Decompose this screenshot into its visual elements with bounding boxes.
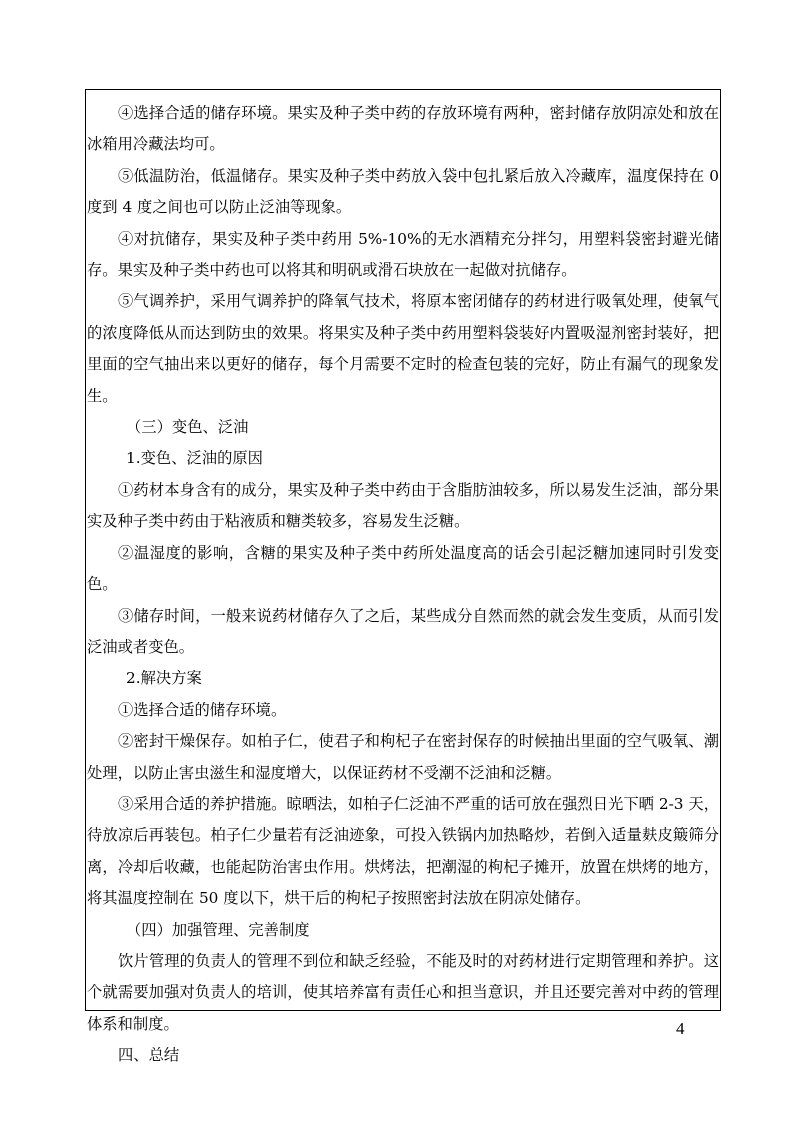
section-heading-management: （四）加强管理、完善制度	[126, 920, 310, 939]
page-number: 4	[676, 1019, 685, 1038]
subheading-solutions: 2.解决方案	[126, 669, 202, 688]
paragraph-controlled-atmosphere: ⑤气调养护，采用气调养护的降氧气技术，将原本密闭储存的药材进行吸氧处理，使氧气的浓度降低从而达到防虫的效果。将果实及种子类中药用塑料袋装好内置吸湿剂密封装好，把里面的空气抽出来以更好的储存，每个月需要不定时的检查包装的完好，防止有漏气的现象发生。	[87, 292, 719, 405]
paragraph-cause-time: ③储存时间，一般来说药材储存久了之后，某些成分自然而然的就会发生变质，从而引发泛油或者变色。	[87, 606, 719, 656]
paragraph-solution-sealed: ②密封干燥保存。如柏子仁，使君子和枸杞子在密封保存的时候抽出里面的空气吸氧、潮处理，以防止害虫滋生和湿度增大，以保证药材不受潮不泛油和泛糖。	[87, 732, 719, 782]
paragraph-low-temperature: ⑤低温防治，低温储存。果实及种子类中药放入袋中包扎紧后放入冷藏库，温度保持在 0 度到 4 度之间也可以防止泛油等现象。	[87, 166, 719, 217]
paragraph-solution-curing: ③采用合适的养护措施。晾晒法，如柏子仁泛油不严重的话可放在强烈日光下晒 2-3 天，待放凉后再装包。柏子仁少量若有泛油迹象，可投入铁锅内加热略炒，若倒入适量麸皮簸筛分离，冷却后收藏，也能起防治害虫作用。烘烤法，把潮湿的枸杞子摊开，放置在烘烤的地方，将其温度控制在 50 度以下，烘干后的枸杞子按照密封法放在阴凉处储存。	[87, 794, 719, 908]
paragraph-cause-components: ①药材本身含有的成分，果实及种子类中药由于含脂肪油较多，所以易发生泛油，部分果实及种子类中药由于粘液质和糖类较多，容易发生泛糖。	[87, 480, 719, 531]
paragraph-management: 饮片管理的负责人的管理不到位和缺乏经验，不能及时的对药材进行定期管理和养护。这个就需要加强对负责人的培训，使其培养富有责任心和担当意识，并且还要完善对中药的管理体系和制度。	[87, 951, 719, 1033]
paragraph-solution-environment: ①选择合适的储存环境。	[118, 700, 287, 719]
paragraph-storage-environment: ④选择合适的储存环境。果实及种子类中药的存放环境有两种，密封储存放阴凉处和放在冰箱用冷藏法均可。	[87, 104, 719, 154]
section-heading-summary: 四、总结	[118, 1046, 180, 1065]
document-body	[87, 98, 719, 1072]
subheading-causes: 1.变色、泛油的原因	[126, 449, 263, 468]
paragraph-cause-temperature: ②温湿度的影响，含糖的果实及种子类中药所处温度高的话会引起泛糖加速同时引发变色。	[87, 543, 719, 594]
section-heading-discoloration: （三）变色、泛油	[126, 418, 249, 437]
paragraph-counter-storage: ④对抗储存，果实及种子类中药用 5%-10%的无水酒精充分拌匀，用塑料袋密封避光储存。果实及种子类中药也可以将其和明矾或滑石块放在一起做对抗储存。	[87, 229, 719, 280]
